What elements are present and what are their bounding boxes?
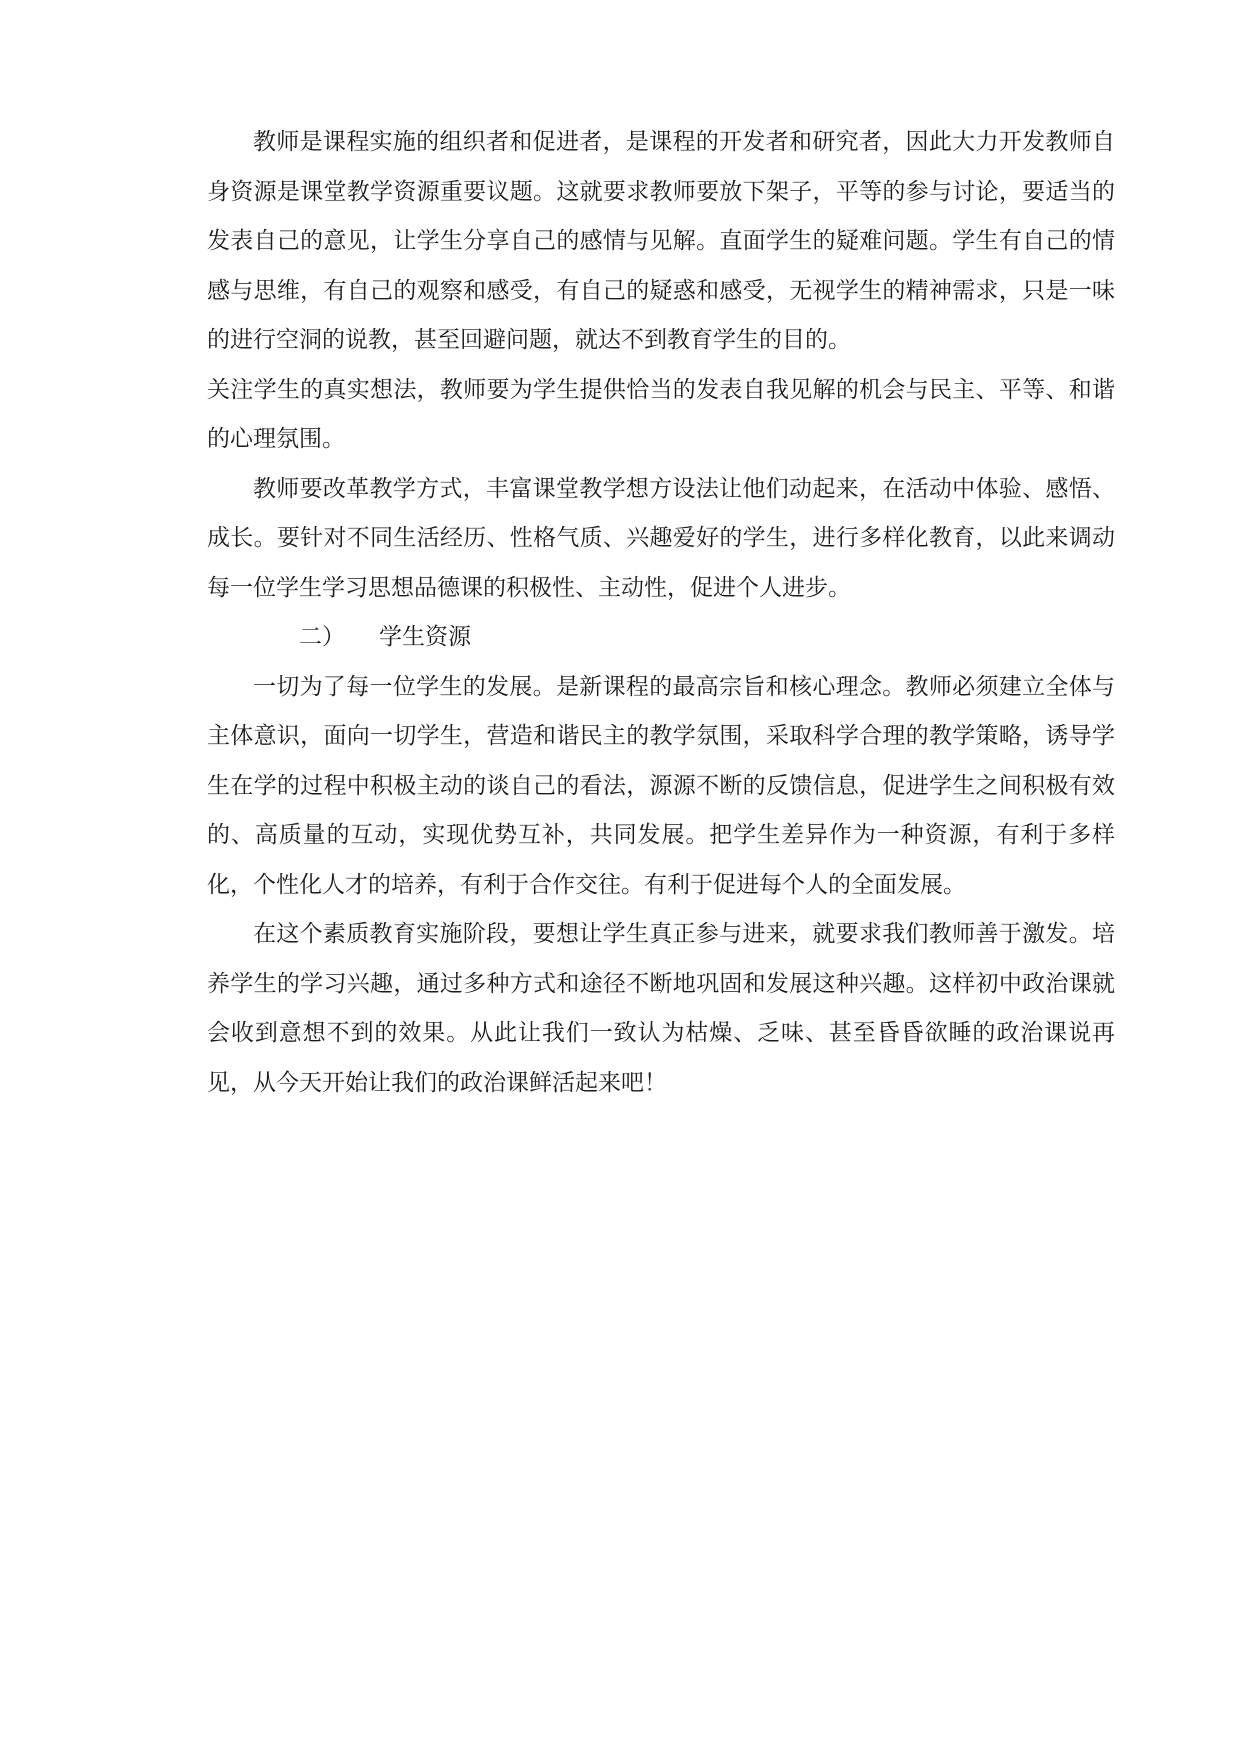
paragraph-quality-education: 在这个素质教育实施阶段，要想让学生真正参与进来，就要求我们教师善于激发。培养学生的学习兴趣，通过多种方式和途径不断地巩固和发展这种兴趣。这样初中政治课就会收到意想不到的效果。从此让我们一致认为枯燥、乏味、甚至昏昏欲睡的政治课说再见，从今天开始让我们的政治课鲜活起来吧！ <box>207 921 1115 1096</box>
section-number: 二） <box>299 624 345 650</box>
section-title: 学生资源 <box>379 624 471 650</box>
paragraph-teaching-reform: 教师要改革教学方式，丰富课堂教学想方设法让他们动起来，在活动中体验、感悟、成长。要针对不同生活经历、性格气质、兴趣爱好的学生，进行多样化教育，以此来调动每一位学生学习思想品德课的积极性、主动性，促进个人进步。 <box>207 475 1115 601</box>
paragraph-student-thoughts: 关注学生的真实想法，教师要为学生提供恰当的发表自我见解的机会与民主、平等、和谐的心理氛围。 <box>207 376 1115 452</box>
paragraph-teacher-resources: 教师是课程实施的组织者和促进者，是课程的开发者和研究者，因此大力开发教师自身资源是课堂教学资源重要议题。这就要求教师要放下架子，平等的参与讨论，要适当的发表自己的意见，让学生分享自己的感情与见解。直面学生的疑难问题。学生有自己的情感与思维，有自己的观察和感受，有自己的疑惑和感受，无视学生的精神需求，只是一味的进行空洞的说教，甚至回避问题，就达不到教育学生的目的。 <box>207 129 1115 353</box>
paragraph-student-development: 一切为了每一位学生的发展。是新课程的最高宗旨和核心理念。教师必须建立全体与主体意识，面向一切学生，营造和谐民主的教学氛围，采取科学合理的教学策略，诱导学生在学的过程中积极主动的谈自己的看法，源源不断的反馈信息，促进学生之间积极有效的、高质量的互动，实现优势互补，共同发展。把学生差异作为一种资源，有利于多样化，个性化人才的培养，有利于合作交往。有利于促进每个人的全面发展。 <box>207 673 1115 898</box>
section-heading <box>207 613 1115 663</box>
document-body <box>207 118 1115 1108</box>
